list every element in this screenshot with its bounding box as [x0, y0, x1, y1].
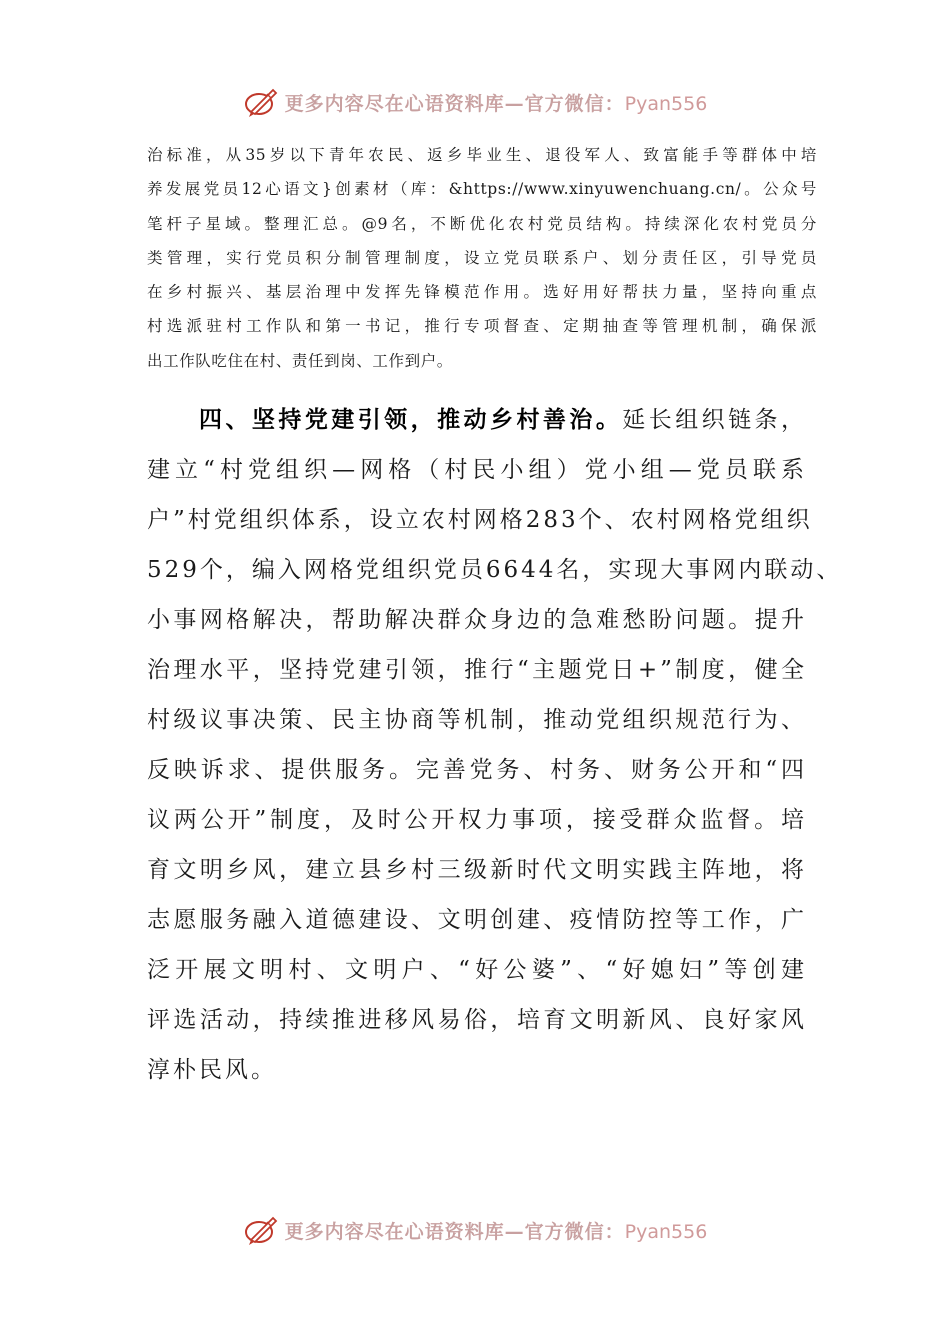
text-line: 在乡村振兴、基层治理中发挥先锋模范作用。选好用好帮扶力量，坚持向重点: [147, 283, 817, 302]
text-line: 评选活动，持续推进移风易俗，培育文明新风、良好家风: [147, 1007, 807, 1033]
text-line: 建立“村党组织—网格（村民小组）党小组—党员联系: [147, 457, 807, 483]
text-line: 出工作队吃住在村、责任到岗、工作到户。: [147, 351, 453, 370]
text-line: 志愿服务融入道德建设、文明创建、疫情防控等工作，广: [147, 907, 807, 933]
text-line: 类管理，实行党员积分制管理制度，设立党员联系户、划分责任区，引导党员: [147, 248, 817, 267]
section-heading: 四、坚持党建引领，推动乡村善治。: [199, 407, 623, 433]
text-line: 小事网格解决，帮助解决群众身边的急难愁盼问题。提升: [147, 607, 807, 633]
text-line: 育文明乡风，建立县乡村三级新时代文明实践主阵地，将: [147, 857, 807, 883]
header-banner: [0, 80, 950, 124]
text-line: 529个，编入网格党组织党员6644名，实现大事网内联动、: [147, 557, 843, 583]
continuation-paragraph: [147, 138, 817, 378]
text-line: 治理水平，坚持党建引领，推行“主题党日+”制度，健全: [147, 657, 807, 683]
banner-wechat-handle: Pyan556: [624, 92, 708, 115]
text-line: 反映诉求、提供服务。完善党务、村务、财务公开和“四: [147, 757, 807, 783]
banner-label: 更多内容尽在心语资料库—官方微信：: [284, 92, 625, 115]
section-four-paragraph: [147, 395, 843, 1095]
section-first-line: [147, 395, 807, 445]
banner-label: 更多内容尽在心语资料库—官方微信：: [284, 1220, 625, 1243]
banner-text: [285, 1217, 708, 1244]
text-line: 治标准，从35岁以下青年农民、返乡毕业生、退役军人、致富能手等群体中培: [147, 146, 817, 164]
text-line: 村选派驻村工作队和第一书记，推行专项督查、定期抽查等管理机制，确保派: [147, 317, 817, 336]
text-line: 泛开展文明村、文明户、“好公婆”、“好媳妇”等创建: [147, 957, 807, 983]
text-line: 淳朴民风。: [147, 1057, 277, 1083]
text-line: 笔杆子星域。整理汇总。@9名，不断优化农村党员结构。持续深化农村党员分: [147, 214, 817, 233]
text-line: 户”村党组织体系，设立农村网格283个、农村网格党组织: [147, 507, 813, 533]
section-first-line-text: 延长组织链条，: [622, 407, 808, 433]
text-line: 村级议事决策、民主协商等机制，推动党组织规范行为、: [147, 707, 807, 733]
banner-text: [285, 89, 708, 116]
banner-wechat-handle: Pyan556: [624, 1220, 708, 1243]
footer-banner: [0, 1208, 950, 1252]
quill-pen-logo-icon: [243, 1212, 279, 1248]
text-line: 养发展党员12心语文}创素材（库：&https://www.xinyuwenchuang.cn/。公众号: [147, 180, 817, 199]
quill-pen-logo-icon: [243, 84, 279, 120]
text-line: 议两公开”制度，及时公开权力事项，接受群众监督。培: [147, 807, 807, 833]
